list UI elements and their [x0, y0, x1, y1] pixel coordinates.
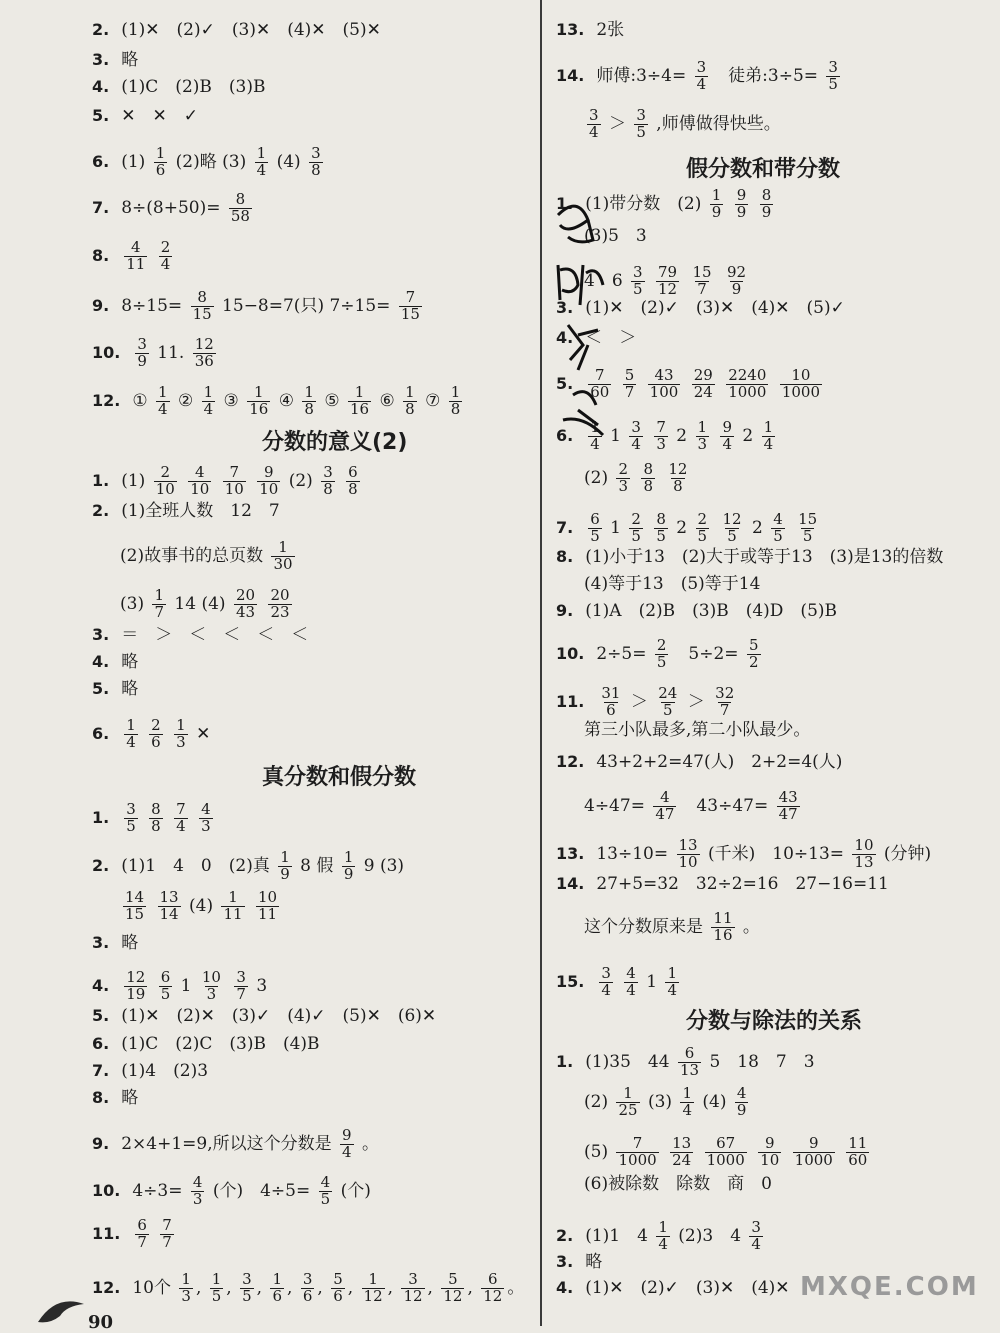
fraction: $\frac{31}{6}$ — [601, 684, 621, 719]
fraction: $\frac{9}{10}$ — [259, 463, 279, 498]
question-number: 6. — [556, 425, 574, 445]
answer-line — [92, 385, 465, 418]
answer-text: 略 — [585, 1252, 603, 1272]
answer-line — [92, 802, 216, 835]
fraction: $\frac{3}{5}$ — [828, 58, 838, 93]
fraction: $\frac{1}{6}$ — [155, 144, 166, 179]
fraction: $\frac{2}{4}$ — [160, 238, 171, 273]
question-number: 12. — [556, 752, 585, 771]
fraction: $\frac{32}{7}$ — [715, 684, 735, 719]
fraction: $\frac{12}{5}$ — [722, 510, 742, 545]
answer-text: (2)故事书的总页数 $\frac{1}{30}$ — [120, 538, 293, 573]
answer-line — [556, 686, 739, 719]
page-number: 90 — [88, 1312, 114, 1333]
fraction: $\frac{3}{4}$ — [631, 418, 641, 453]
answer-text: (1)1 4 0 (2)真 $\frac{1}{9}$ 8 假 $\frac{1}{9}$ 9 (3) — [121, 848, 405, 883]
fraction: $\frac{6}{7}$ — [137, 1216, 147, 1251]
fraction: $\frac{3}{8}$ — [311, 144, 321, 179]
answer-line — [556, 549, 943, 566]
fraction: $\frac{1}{9}$ — [280, 848, 290, 883]
answer-line — [556, 22, 624, 39]
answer-text: $\frac{6}{5}$ 1 $\frac{2}{5}$ $\frac{8}{5}$ 2 $\frac{2}{5}$ $\frac{12}{5}$ 2 $\frac{4}{5}$ $\frac{15}{5}$ — [590, 510, 818, 545]
fraction: $\frac{43}{100}$ — [649, 366, 679, 401]
fraction: $\frac{1}{9}$ — [343, 848, 354, 883]
fraction: $\frac{5}{6}$ — [333, 1270, 343, 1305]
answer-line — [92, 1175, 371, 1208]
fraction: $\frac{6}{12}$ — [483, 1270, 503, 1305]
answer-text: (2) $\frac{2}{3}$ $\frac{8}{8}$ $\frac{12}{8}$ — [584, 460, 688, 495]
fraction: $\frac{1}{4}$ — [158, 383, 168, 418]
answer-text: (1) $\frac{2}{10}$ $\frac{4}{10}$ $\frac{7}{10}$ $\frac{9}{10}$ (2) $\frac{3}{8}$ $\frac{6}{8}$ — [121, 463, 358, 498]
question-number: 4. — [556, 1278, 574, 1297]
answer-text — [121, 238, 175, 273]
question-number: 12. — [92, 390, 121, 410]
fraction: $\frac{4}{9}$ — [736, 1084, 747, 1119]
answer-line — [556, 512, 822, 545]
fraction: $\frac{11}{16}$ — [713, 909, 733, 944]
question-number: 14. — [556, 65, 585, 85]
fraction: $\frac{10}{13}$ — [854, 836, 874, 871]
answer-line — [92, 290, 425, 323]
fraction: $\frac{20}{23}$ — [270, 586, 290, 621]
fraction: $\frac{3}{5}$ — [126, 800, 136, 835]
answer-line — [92, 654, 138, 671]
answer-text: ✕ ✕ ✓ — [121, 106, 198, 126]
question-number: 5. — [92, 679, 110, 698]
fraction: $\frac{24}{5}$ — [658, 684, 678, 719]
fraction: $\frac{4}{5}$ — [320, 1173, 331, 1208]
answer-text — [121, 800, 215, 835]
answer-line — [584, 790, 803, 823]
fraction: $\frac{12}{36}$ — [194, 335, 214, 370]
fraction: $\frac{13}{10}$ — [678, 836, 698, 871]
question-number: 12. — [92, 1277, 121, 1297]
answer-line — [556, 1220, 766, 1253]
answer-line — [584, 1086, 751, 1119]
answer-line — [92, 1008, 436, 1025]
answer-line — [584, 576, 760, 593]
answer-line — [92, 22, 381, 39]
question-number: 7. — [556, 517, 574, 537]
fraction: $\frac{6}{5}$ — [160, 968, 171, 1003]
fraction: $\frac{7}{4}$ — [176, 800, 186, 835]
fraction: $\frac{1}{8}$ — [405, 383, 415, 418]
fraction: $\frac{8}{5}$ — [656, 510, 666, 545]
fraction: $\frac{67}{1000}$ — [706, 1134, 745, 1169]
fraction: $\frac{3}{12}$ — [403, 1270, 423, 1305]
answer-text: 师傅:3÷4= $\frac{3}{4}$ 徒弟:3÷5= $\frac{3}{5}$ — [596, 58, 838, 93]
fraction: $\frac{4}{11}$ — [126, 238, 146, 273]
answer-text: 略 — [121, 679, 139, 699]
answer-text: (1)1 4 $\frac{1}{4}$ (2)3 4 $\frac{3}{4}$ — [585, 1218, 761, 1253]
fraction: $\frac{1}{7}$ — [154, 586, 165, 621]
question-number: 4. — [92, 975, 110, 995]
fraction: $\frac{7}{15}$ — [400, 288, 420, 323]
column-divider — [540, 0, 542, 1326]
fraction: $\frac{15}{5}$ — [798, 510, 818, 545]
question-number: 5. — [92, 106, 110, 125]
question-number: 3. — [556, 1252, 574, 1271]
question-number: 8. — [556, 547, 574, 566]
question-number: 2. — [92, 20, 110, 39]
answer-text: 4 6 $\frac{3}{5}$ $\frac{79}{12}$ $\frac{15}{7}$ $\frac{92}{9}$ — [584, 263, 747, 298]
answer-text: (1)全班人数 12 7 — [121, 501, 280, 521]
question-number: 10. — [556, 643, 585, 663]
fraction: $\frac{1}{3}$ — [181, 1270, 191, 1305]
fraction: $\frac{1}{4}$ — [658, 1218, 668, 1253]
fraction: $\frac{7}{60}$ — [590, 366, 610, 401]
answer-line — [92, 146, 326, 179]
fraction: $\frac{92}{9}$ — [727, 263, 747, 298]
answer-text: 2张 — [596, 20, 625, 40]
question-number: 6. — [92, 723, 110, 743]
question-number: 9. — [92, 295, 110, 315]
answer-text: 2×4+1=9,所以这个分数是 $\frac{9}{4}$ 。 — [121, 1126, 379, 1161]
answer-text: (1)✕ (2)✓ (3)✕ (4)✕ — [585, 1278, 790, 1298]
answer-line — [92, 192, 255, 225]
question-number: 4. — [92, 77, 110, 96]
answer-line — [92, 52, 138, 69]
answer-text: 略 — [121, 1088, 139, 1108]
fraction: $\frac{5}{2}$ — [748, 636, 759, 671]
fraction: $\frac{6}{13}$ — [679, 1044, 700, 1079]
fraction: $\frac{10}{1000}$ — [781, 366, 820, 401]
watermark: MXQE.COM — [800, 1272, 979, 1302]
question-number: 7. — [92, 197, 110, 217]
answer-text: 4÷47= $\frac{4}{47}$ 43÷47= $\frac{43}{47}$ — [584, 788, 798, 823]
fraction: $\frac{1}{4}$ — [126, 716, 136, 751]
answer-line — [584, 911, 760, 944]
answer-text: 4÷3= $\frac{4}{3}$ (个) 4÷5= $\frac{4}{5}$ (个) — [132, 1173, 371, 1208]
answer-line — [92, 503, 280, 520]
fraction: $\frac{8}{58}$ — [230, 190, 250, 225]
fraction: $\frac{1}{3}$ — [697, 418, 708, 453]
question-number: 14. — [556, 874, 585, 893]
answer-line — [584, 108, 781, 141]
fraction: $\frac{1}{8}$ — [304, 383, 314, 418]
fraction: $\frac{9}{4}$ — [722, 418, 733, 453]
answer-line — [92, 1128, 379, 1161]
answer-text: ＜ ＞ — [585, 328, 637, 348]
fraction: $\frac{12}{19}$ — [126, 968, 146, 1003]
fraction: $\frac{2}{10}$ — [155, 463, 175, 498]
answer-text: (1)35 44 $\frac{6}{13}$ 5 18 7 3 — [585, 1044, 815, 1079]
fraction: $\frac{2240}{1000}$ — [728, 366, 767, 401]
fraction: $\frac{9}{1000}$ — [794, 1134, 833, 1169]
fraction: $\frac{8}{8}$ — [643, 460, 653, 495]
answer-text: $\frac{3}{4}$ ＞ $\frac{3}{5}$ ,师傅做得快些。 — [589, 106, 781, 141]
fraction: $\frac{15}{7}$ — [692, 263, 712, 298]
answer-text: $\frac{14}{15}$ $\frac{13}{14}$ (4) $\frac{1}{11}$ $\frac{10}{11}$ — [125, 888, 278, 923]
answer-line — [556, 966, 682, 999]
answer-line — [92, 108, 198, 125]
fraction: $\frac{7}{3}$ — [656, 418, 666, 453]
answer-text: (1)✕ (2)✓ (3)✕ (4)✕ (5)✕ — [121, 20, 381, 40]
answer-text: 2÷5= $\frac{2}{5}$ 5÷2= $\frac{5}{2}$ — [596, 636, 759, 671]
answer-text: 10个 $\frac{1}{3}$ , $\frac{1}{5}$ , $\frac{3}{5}$ , $\frac{1}{6}$ , $\frac{3}{6}$ , $\frac{5}{6}$ , $\frac{1}{12}$ , $\frac{3}{12}$ , $\frac{5}{12}$ , $\frac{6}{12}$ 。 — [132, 1270, 525, 1305]
answer-text: $\frac{1}{4}$ 1 $\frac{3}{4}$ $\frac{7}{3}$ 2 $\frac{1}{3}$ $\frac{9}{4}$ 2 $\frac{1}{4}$ — [590, 418, 774, 453]
answer-line — [92, 935, 138, 952]
answer-text: 27+5=32 32÷2=16 27−16=11 — [596, 874, 889, 894]
fraction: $\frac{1}{30}$ — [273, 538, 293, 573]
answer-line — [92, 337, 219, 370]
fraction: $\frac{1}{4}$ — [256, 144, 267, 179]
fraction: $\frac{4}{10}$ — [190, 463, 210, 498]
answer-text: (1)✕ (2)✓ (3)✕ (4)✕ (5)✓ — [585, 298, 845, 318]
fraction: $\frac{4}{3}$ — [192, 1173, 203, 1208]
answer-text: (1)A (2)B (3)B (4)D (5)B — [585, 601, 838, 621]
fraction: $\frac{12}{8}$ — [668, 460, 688, 495]
answer-line — [556, 754, 842, 771]
question-number: 9. — [556, 601, 574, 620]
question-number: 13. — [556, 20, 585, 39]
fraction: $\frac{20}{43}$ — [235, 586, 256, 621]
answer-text: (5) $\frac{7}{1000}$ $\frac{13}{24}$ $\frac{67}{1000}$ $\frac{9}{10}$ $\frac{9}{1000}$ $\frac{11}{60}$ — [584, 1134, 868, 1169]
answer-line — [556, 1046, 815, 1079]
answer-line — [92, 681, 138, 698]
question-number: 6. — [92, 151, 110, 171]
answer-text: 略 — [121, 50, 139, 70]
answer-text: (4)等于13 (5)等于14 — [584, 574, 761, 594]
answer-line — [556, 838, 931, 871]
fraction: $\frac{3}{8}$ — [323, 463, 333, 498]
answer-text: $\frac{3}{9}$ 11. $\frac{12}{36}$ — [137, 335, 214, 370]
answer-text: (6)被除数 除数 商 0 — [584, 1174, 772, 1194]
answer-text: (1)4 (2)3 — [121, 1061, 209, 1081]
answer-text: 第三小队最多,第二小队最少。 — [584, 720, 811, 740]
fraction: $\frac{9}{10}$ — [760, 1134, 780, 1169]
question-number: 8. — [92, 245, 110, 265]
fraction: $\frac{3}{4}$ — [696, 58, 707, 93]
answer-line — [120, 588, 295, 621]
fraction: $\frac{1}{4}$ — [203, 383, 214, 418]
answer-line — [584, 722, 810, 739]
fraction: $\frac{8}{15}$ — [192, 288, 212, 323]
question-number: 1. — [556, 193, 574, 213]
fraction: $\frac{3}{4}$ — [751, 1218, 761, 1253]
fraction: $\frac{1}{9}$ — [711, 186, 722, 221]
fraction: $\frac{4}{47}$ — [655, 788, 675, 823]
answer-text: ＝ ＞ ＜ ＜ ＜ ＜ — [121, 625, 309, 645]
question-number: 13. — [556, 843, 585, 863]
answer-text: (2) $\frac{1}{25}$ (3) $\frac{1}{4}$ (4) $\frac{4}{9}$ — [584, 1084, 747, 1119]
answer-line — [120, 540, 298, 573]
question-number: 7. — [92, 1061, 110, 1080]
question-number: 6. — [92, 1034, 110, 1053]
answer-text: 13÷10= $\frac{13}{10}$ (千米) 10÷13= $\frac{10}{13}$ (分钟) — [596, 836, 932, 871]
handwriting-scribble — [548, 195, 628, 445]
question-number: 2. — [556, 1225, 574, 1245]
answer-line — [584, 1176, 772, 1193]
fraction: $\frac{79}{12}$ — [658, 263, 678, 298]
answer-line — [92, 627, 308, 644]
fraction: $\frac{1}{3}$ — [176, 716, 186, 751]
fraction: $\frac{1}{25}$ — [618, 1084, 638, 1119]
fraction: $\frac{8}{9}$ — [761, 186, 772, 221]
answer-line — [556, 1254, 602, 1271]
fraction: $\frac{13}{24}$ — [672, 1134, 692, 1169]
fraction: $\frac{10}{3}$ — [201, 968, 221, 1003]
fraction: $\frac{9}{9}$ — [736, 186, 747, 221]
answer-text — [132, 1216, 177, 1251]
fraction: $\frac{1}{4}$ — [590, 418, 600, 453]
question-number: 3. — [92, 50, 110, 69]
fraction: $\frac{3}{9}$ — [137, 335, 147, 370]
question-number: 4. — [556, 328, 574, 347]
dolphin-logo-icon — [36, 1294, 86, 1326]
fraction: $\frac{2}{5}$ — [697, 510, 708, 545]
question-number: 3. — [92, 625, 110, 644]
answer-line — [92, 1090, 138, 1107]
fraction: $\frac{1}{4}$ — [682, 1084, 693, 1119]
answer-text: 8÷15= $\frac{8}{15}$ 15−8=7(只) 7÷15= $\frac{7}{15}$ — [121, 288, 420, 323]
fraction: $\frac{14}{15}$ — [125, 888, 145, 923]
answer-line — [92, 970, 267, 1003]
question-number: 2. — [92, 855, 110, 875]
fraction: $\frac{7}{7}$ — [162, 1216, 172, 1251]
fraction: $\frac{3}{5}$ — [242, 1270, 252, 1305]
section-heading: 真分数和假分数 — [262, 765, 417, 790]
question-number: 10. — [92, 342, 121, 362]
answer-line — [92, 718, 210, 751]
fraction: $\frac{1}{12}$ — [363, 1270, 383, 1305]
fraction: $\frac{2}{5}$ — [631, 510, 641, 545]
fraction: $\frac{29}{24}$ — [693, 366, 713, 401]
question-number: 4. — [92, 652, 110, 671]
answer-text: (1)C (2)B (3)B — [121, 77, 266, 97]
answer-line — [92, 240, 175, 273]
answer-text: $\frac{12}{19}$ $\frac{6}{5}$ 1 $\frac{10}{3}$ $\frac{3}{7}$ 3 — [126, 968, 268, 1003]
fraction: $\frac{6}{5}$ — [590, 510, 600, 545]
fraction: $\frac{13}{14}$ — [159, 888, 179, 923]
fraction: $\frac{4}{4}$ — [626, 964, 636, 999]
answer-line — [556, 603, 837, 620]
answer-text: (3) $\frac{1}{7}$ 14 (4) $\frac{20}{43}$ $\frac{20}{23}$ — [120, 586, 290, 621]
fraction: $\frac{4}{3}$ — [201, 800, 211, 835]
fraction: $\frac{3}{4}$ — [589, 106, 599, 141]
fraction: $\frac{6}{8}$ — [348, 463, 358, 498]
answer-text: $\frac{1}{4}$ $\frac{2}{6}$ $\frac{1}{3}$ ✕ — [126, 716, 211, 751]
question-number: 2. — [92, 501, 110, 520]
question-number: 15. — [556, 971, 585, 991]
fraction: $\frac{4}{5}$ — [773, 510, 783, 545]
answer-line — [556, 876, 889, 893]
fraction: $\frac{9}{4}$ — [342, 1126, 352, 1161]
fraction: $\frac{7}{1000}$ — [618, 1134, 657, 1169]
answer-text: (3)5 3 — [584, 226, 647, 246]
answer-line — [120, 890, 282, 923]
answer-text: (1)✕ (2)✕ (3)✓ (4)✓ (5)✕ (6)✕ — [121, 1006, 437, 1026]
question-number: 3. — [92, 933, 110, 952]
answer-text: 略 — [121, 652, 139, 672]
answer-text: ① $\frac{1}{4}$ ② $\frac{1}{4}$ ③ $\frac{1}{16}$ ④ $\frac{1}{8}$ ⑤ $\frac{1}{16}$ ⑥ $\frac{1}{8}$ ⑦ $\frac{1}{8}$ — [132, 383, 461, 418]
answer-text: $\frac{3}{4}$ $\frac{4}{4}$ 1 $\frac{1}{4}$ — [601, 964, 678, 999]
answer-line — [92, 1272, 524, 1305]
answer-line — [92, 465, 363, 498]
fraction: $\frac{3}{5}$ — [633, 263, 643, 298]
answer-text: 这个分数原来是 $\frac{11}{16}$ 。 — [584, 909, 760, 944]
answer-line — [92, 850, 404, 883]
section-heading: 假分数和带分数 — [686, 157, 841, 182]
answer-line — [92, 1218, 177, 1251]
answer-text: 43+2+2=47(人) 2+2=4(人) — [596, 752, 843, 772]
fraction: $\frac{2}{6}$ — [151, 716, 161, 751]
fraction: $\frac{2}{5}$ — [656, 636, 667, 671]
question-number: 8. — [92, 1088, 110, 1107]
fraction: $\frac{1}{11}$ — [223, 888, 243, 923]
fraction: $\frac{1}{16}$ — [249, 383, 269, 418]
question-number: 11. — [92, 1223, 121, 1243]
fraction: $\frac{1}{4}$ — [763, 418, 774, 453]
fraction: $\frac{3}{7}$ — [236, 968, 246, 1003]
answer-text: (1)C (2)C (3)B (4)B — [121, 1034, 320, 1054]
question-number: 1. — [92, 807, 110, 827]
question-number: 5. — [92, 1006, 110, 1025]
answer-text: (1)带分数 (2) $\frac{1}{9}$ $\frac{9}{9}$ $\frac{8}{9}$ — [585, 186, 772, 221]
fraction: $\frac{3}{5}$ — [636, 106, 646, 141]
fraction: $\frac{3}{4}$ — [601, 964, 611, 999]
question-number: 9. — [92, 1133, 110, 1153]
question-number: 10. — [92, 1180, 121, 1200]
answer-line — [556, 60, 843, 93]
fraction: $\frac{43}{47}$ — [778, 788, 798, 823]
answer-text: (1)小于13 (2)大于或等于13 (3)是13的倍数 — [585, 547, 944, 567]
fraction: $\frac{1}{8}$ — [450, 383, 461, 418]
fraction: $\frac{1}{6}$ — [272, 1270, 283, 1305]
fraction: $\frac{10}{11}$ — [257, 888, 278, 923]
fraction: $\frac{2}{3}$ — [618, 460, 629, 495]
fraction: $\frac{8}{8}$ — [151, 800, 161, 835]
fraction: $\frac{5}{7}$ — [624, 366, 635, 401]
answer-line — [584, 1136, 872, 1169]
answer-line — [556, 1280, 790, 1297]
answer-line — [556, 638, 764, 671]
fraction: $\frac{11}{60}$ — [848, 1134, 868, 1169]
question-number: 1. — [556, 1051, 574, 1071]
section-heading: 分数与除法的关系 — [686, 1009, 863, 1034]
answer-text: 略 — [121, 933, 139, 953]
fraction: $\frac{7}{10}$ — [224, 463, 244, 498]
section-heading: 分数的意义(2) — [262, 430, 408, 455]
fraction: $\frac{1}{16}$ — [349, 383, 370, 418]
question-number: 3. — [556, 298, 574, 317]
answer-text: $\frac{31}{6}$ ＞ $\frac{24}{5}$ ＞ $\frac{32}{7}$ — [601, 684, 735, 719]
answer-line — [92, 1063, 208, 1080]
question-number: 1. — [92, 470, 110, 490]
answer-text: 8÷(8+50)= $\frac{8}{58}$ — [121, 190, 250, 225]
answer-line — [92, 1036, 320, 1053]
fraction: $\frac{5}{12}$ — [443, 1270, 463, 1305]
fraction: $\frac{3}{6}$ — [302, 1270, 313, 1305]
fraction: $\frac{1}{5}$ — [211, 1270, 222, 1305]
answer-text: (1) $\frac{1}{6}$ (2)略 (3) $\frac{1}{4}$ (4) $\frac{3}{8}$ — [121, 144, 321, 179]
question-number: 11. — [556, 691, 585, 711]
question-number: 5. — [556, 373, 574, 393]
fraction: $\frac{1}{4}$ — [667, 964, 678, 999]
answer-line — [92, 79, 265, 96]
answer-line — [584, 462, 692, 495]
